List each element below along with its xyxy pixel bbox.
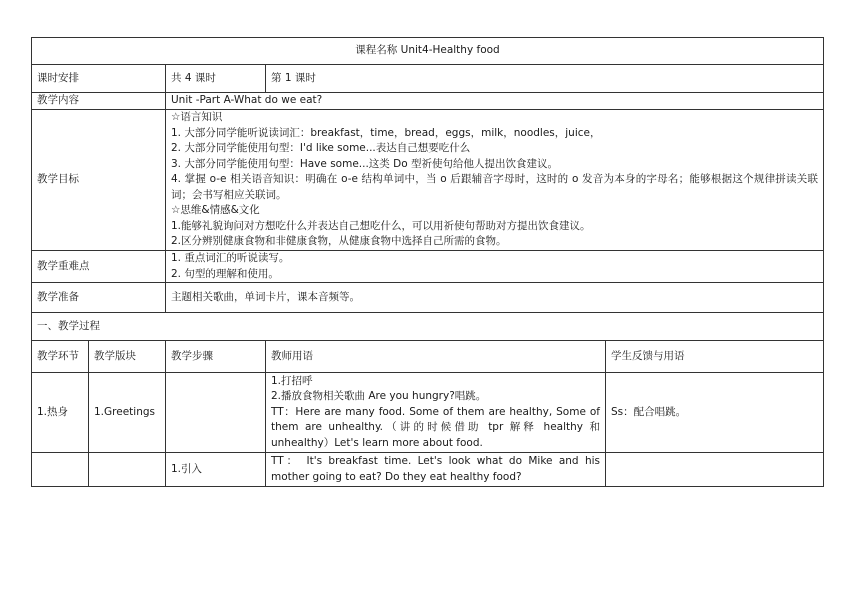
header-section: 教学版块 bbox=[89, 341, 166, 373]
teacher-line: 1.打招呼 bbox=[271, 374, 313, 387]
teacher-line: TT： It's breakfast time. Let's look what do Mike and his mother going to eat? Do they eat healthy food? bbox=[271, 455, 600, 483]
teacher-line: 2.播放食物相关歌曲 Are you hungry?唱跳。 bbox=[271, 390, 487, 403]
teacher-line: TT：Here are many food. Some of them are healthy, Some of them are unhealthy.（讲的时候借助 tpr 解释 healthy 和 unhealthy）Let's learn more about food. bbox=[271, 405, 600, 449]
goals-list bbox=[166, 110, 824, 251]
goals-line: 2.区分辨别健康食物和非健康食物，从健康食物中选择自己所需的食物。 bbox=[171, 235, 507, 248]
lesson-plan-table bbox=[31, 37, 824, 487]
goals-row bbox=[32, 110, 824, 251]
course-title: 课程名称 Unit4-Healthy food bbox=[32, 38, 824, 65]
process-header-row bbox=[32, 341, 824, 373]
goals-line: 1. 大部分同学能听说读词汇：breakfast，time，bread，eggs，milk，noodles，juice， bbox=[171, 126, 601, 139]
schedule-label: 课时安排 bbox=[32, 65, 166, 93]
goals-line: ☆语言知识 bbox=[171, 111, 223, 124]
preparation-row bbox=[32, 283, 824, 313]
row-student-text bbox=[606, 453, 824, 487]
row-step: 1.引入 bbox=[166, 453, 266, 487]
key-points-row bbox=[32, 251, 824, 283]
key-point-line: 2. 句型的理解和使用。 bbox=[171, 267, 279, 280]
goals-label: 教学目标 bbox=[32, 110, 166, 251]
row-teacher-text bbox=[266, 373, 606, 453]
row-step bbox=[166, 373, 266, 453]
key-point-line: 1. 重点词汇的听说读写。 bbox=[171, 252, 290, 264]
schedule-total: 共 4 课时 bbox=[166, 65, 266, 93]
goals-line: 2. 大部分同学能使用句型：I'd like some...表达自己想要吃什么 bbox=[171, 142, 471, 155]
header-teacher: 教师用语 bbox=[266, 341, 606, 373]
process-row bbox=[32, 453, 824, 487]
row-stage bbox=[32, 453, 89, 487]
key-points-list bbox=[166, 251, 824, 283]
preparation-value: 主题相关歌曲，单词卡片，课本音频等。 bbox=[166, 283, 824, 313]
header-stage: 教学环节 bbox=[32, 341, 89, 373]
header-student: 学生反馈与用语 bbox=[606, 341, 824, 373]
content-label: 教学内容 bbox=[32, 93, 166, 110]
key-points-label: 教学重难点 bbox=[32, 251, 166, 283]
row-student-text: Ss：配合唱跳。 bbox=[606, 373, 824, 453]
process-row bbox=[32, 373, 824, 453]
preparation-label: 教学准备 bbox=[32, 283, 166, 313]
goals-line: 3. 大部分同学能使用句型：Have some...这类 Do 型祈使句给他人提出饮食建议。 bbox=[171, 157, 558, 170]
row-teacher-text bbox=[266, 453, 606, 487]
course-title-row bbox=[32, 38, 824, 65]
row-section: 1.Greetings bbox=[89, 373, 166, 453]
goals-line: 1.能够礼貌询问对方想吃什么并表达自己想吃什么，可以用祈使句帮助对方提出饮食建议。 bbox=[171, 219, 591, 232]
goals-line: 4. 掌握 o-e 相关语音知识：明确在 o-e 结构单词中，当 o 后跟辅音字母时，这时的 o 发音为本身的字母名；能够根据这个规律拼读关联词；会书写相应关联词。 bbox=[171, 173, 819, 201]
row-section bbox=[89, 453, 166, 487]
row-stage: 1.热身 bbox=[32, 373, 89, 453]
goals-line: ☆思维&情感&文化 bbox=[171, 204, 260, 217]
header-step: 教学步骤 bbox=[166, 341, 266, 373]
process-title: 一、教学过程 bbox=[32, 313, 824, 341]
process-title-row bbox=[32, 313, 824, 341]
content-value: Unit -Part A-What do we eat? bbox=[166, 93, 824, 110]
schedule-current: 第 1 课时 bbox=[266, 65, 824, 93]
content-row bbox=[32, 93, 824, 110]
schedule-row bbox=[32, 65, 824, 93]
